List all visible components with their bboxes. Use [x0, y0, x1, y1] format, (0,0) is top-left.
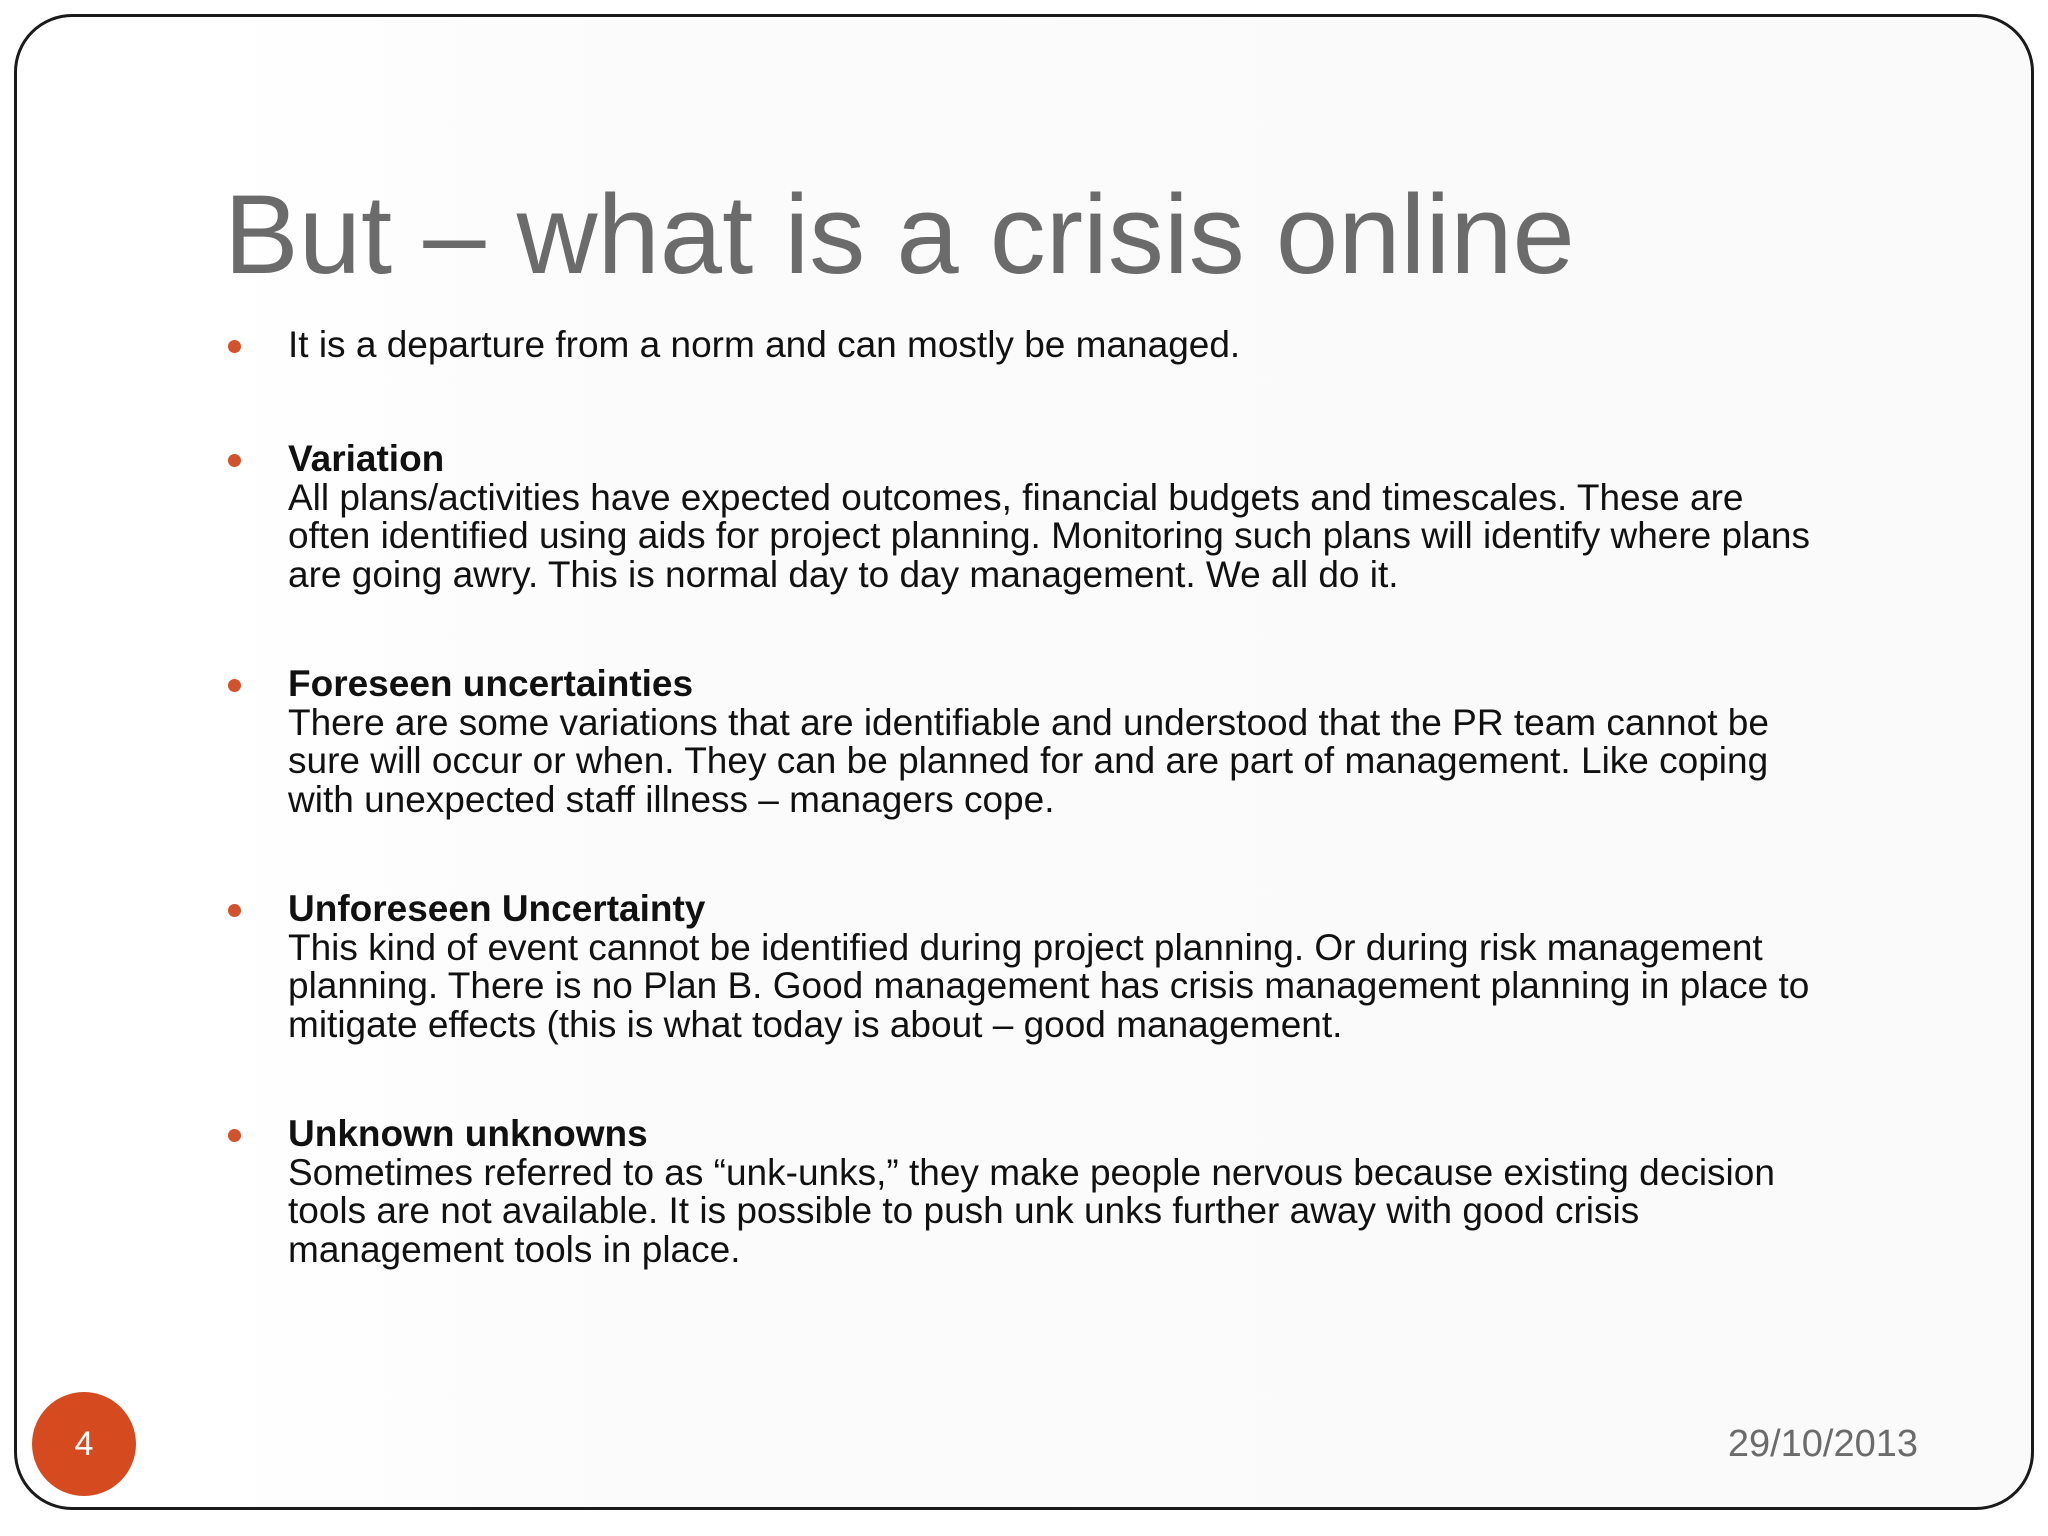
bullet-line: Sometimes referred to as “unk-unks,” they make people nervous because existing decision [288, 1151, 1775, 1193]
bullet-line: sure will occur or when. They can be planned for and are part of management. Like coping [288, 740, 1769, 781]
bullet-line: often identified using aids for project planning. Monitoring such plans will identify where plans [288, 515, 1810, 556]
slide-title: But – what is a crisis online [224, 172, 1575, 297]
bullet-heading: Variation [288, 438, 445, 479]
bullet-body [288, 326, 1938, 365]
bullet-text [288, 701, 1938, 820]
bullet-line: tools are not available. It is possible to push unk unks further away with good crisis [288, 1190, 1640, 1231]
bullet-dot-icon [228, 454, 241, 467]
bullet-text [288, 1151, 1938, 1270]
page-number-badge: 4 [32, 1392, 136, 1496]
bullet-body [288, 1115, 1938, 1269]
bullet-line: mitigate effects (this is what today is about – good management. [288, 1003, 1343, 1045]
bullet-line: are going awry. This is normal day to day management. We all do it. [288, 553, 1399, 595]
bullet-line: There are some variations that are identifiable and understood that the PR team cannot be [288, 701, 1769, 743]
bullet-line: with unexpected staff illness – managers cope. [288, 778, 1055, 820]
bullet-text [288, 476, 1938, 595]
bullet-dot-icon [228, 1129, 241, 1142]
bullet-body [288, 890, 1938, 1044]
bullet-dot-icon [228, 340, 241, 353]
bullet-line: This kind of event cannot be identified during project planning. Or during risk management [288, 926, 1763, 968]
bullet-dot-icon [228, 679, 241, 692]
bullet-line: management tools in place. [288, 1228, 741, 1270]
bullet-body [288, 440, 1938, 594]
bullet-text [288, 926, 1938, 1045]
bullet-body [288, 665, 1938, 819]
bullet-line: It is a departure from a norm and can mostly be managed. [288, 324, 1241, 365]
bullet-line: planning. There is no Plan B. Good management has crisis management planning in place to [288, 965, 1810, 1006]
slide-date: 29/10/2013 [1727, 1423, 1918, 1465]
bullet-heading: Foreseen uncertainties [288, 663, 694, 704]
bullet-text [288, 326, 1938, 365]
bullet-dot-icon [228, 904, 241, 917]
bullet-line: All plans/activities have expected outcomes, financial budgets and timescales. These are [288, 476, 1744, 518]
bullet-heading: Unknown unknowns [288, 1113, 648, 1154]
bullet-heading: Unforeseen Uncertainty [288, 888, 706, 929]
